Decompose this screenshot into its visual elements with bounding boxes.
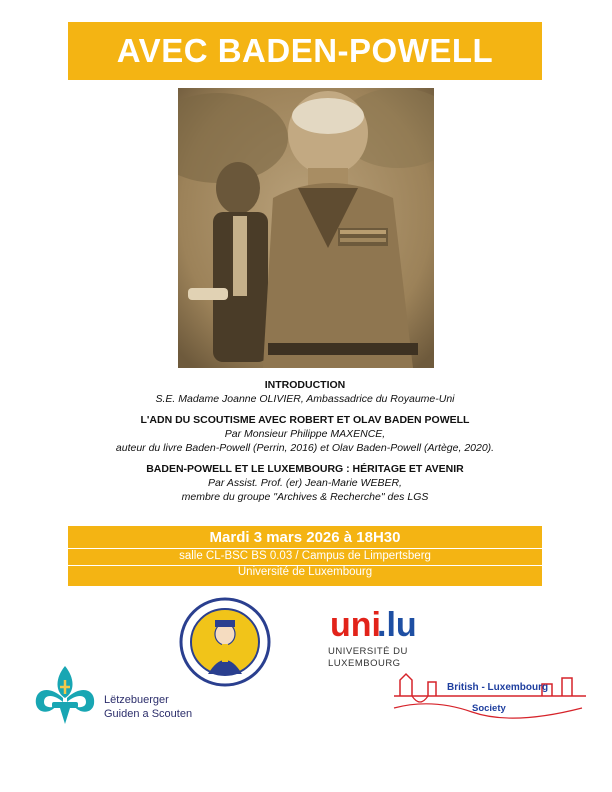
event-room: salle CL-BSC BS 0.03 / Campus de Limpertsberg	[179, 550, 431, 562]
title-banner	[68, 22, 542, 80]
program-section	[68, 378, 542, 511]
uni-mark-b: .lu	[377, 606, 417, 644]
intro-speaker: S.E. Madame Joanne OLIVIER, Ambassadrice du Royaume-Uni	[155, 393, 455, 405]
uni-lu-caption	[328, 646, 408, 670]
uni-lu-logo	[330, 602, 420, 649]
talk2-detail: membre du groupe "Archives & Recherche" des LGS	[181, 491, 429, 503]
uni-mark-a: uni	[330, 606, 381, 644]
baden-powell-photo	[178, 88, 434, 368]
photo-illustration	[178, 88, 434, 368]
talk1-detail: auteur du livre Baden-Powell (Perrin, 2016) et Olav Baden-Powell (Artège, 2020).	[115, 442, 495, 454]
talk2-title: BADEN-POWELL ET LE LUXEMBOURG : HÉRITAGE ET AVENIR	[146, 463, 464, 475]
event-date: Mardi 3 mars 2026 à 18H30	[209, 529, 401, 546]
lgs-logo	[30, 664, 100, 731]
seal-logo	[178, 596, 272, 693]
intro-title: INTRODUCTION	[264, 379, 346, 391]
uni-line1: UNIVERSITÉ DU	[328, 646, 408, 657]
lgs-line2: Guiden a Scouten	[104, 708, 193, 720]
uni-lu-mark-icon	[330, 602, 420, 644]
page-title: AVEC BADEN-POWELL	[116, 32, 494, 69]
bls-line2: Society	[472, 703, 506, 714]
seal-icon	[178, 596, 272, 688]
bls-line1: British - Luxembourg	[447, 682, 549, 693]
fleur-de-lis-icon	[30, 664, 100, 726]
talk1-speaker: Par Monsieur Philippe MAXENCE,	[224, 428, 386, 440]
talk2-speaker: Par Assist. Prof. (er) Jean-Marie WEBER,	[208, 477, 402, 489]
lgs-caption	[104, 693, 192, 721]
talk1-title: L'ADN DU SCOUTISME AVEC ROBERT ET OLAV BADEN POWELL	[140, 414, 470, 426]
bls-logo	[392, 668, 588, 725]
divider	[68, 565, 542, 566]
event-banner	[68, 526, 542, 586]
divider	[68, 548, 542, 549]
lgs-line1: Lëtzebuerger	[104, 694, 169, 706]
event-university: Université de Luxembourg	[237, 566, 373, 578]
uni-line2: LUXEMBOURG	[328, 658, 401, 669]
